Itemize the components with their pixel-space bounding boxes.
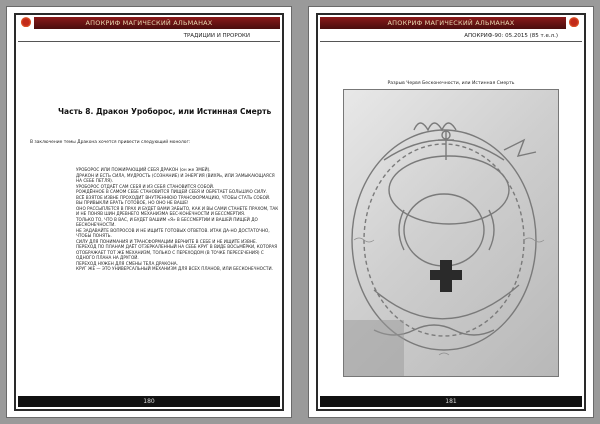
issue-label: АПОКРИФ-90: 05.2015 (85 т.е.л.): [464, 33, 558, 39]
monologue-block: [76, 167, 281, 272]
monologue-line: ПЕРЕХОД ПО ПЛАНАМ ДАЁТ ОТЗЕРКАЛЕННЫЙ НА СЕБЕ КРУГ В ВИДЕ ВОСЬМЁРКИ, КОТОРАЯ ОТОБРАЖАЕТ ТОТ ЖЕ МЕХАНИЗМ, ТОЛЬКО С ПЕРЕХОДОМ (В ТОЧКЕ ПЕРЕСЕЧЕНИЯ) С ОДНОГО ПЛАНА НА ДРУГОЙ.: [76, 244, 278, 260]
page-footer: [18, 396, 280, 407]
right-page-frame: [316, 13, 586, 411]
page-number: 180: [143, 398, 155, 405]
section-label: ТРАДИЦИИ И ПРОРОКИ: [183, 33, 250, 39]
chapter-title: Часть 8. Дракон Уроборос, или Истинная Смерть: [58, 107, 272, 116]
page-number: 181: [445, 398, 457, 405]
monologue-line: ОНО РАССЫПЛЕТСЯ В ПРАХ И БУДЕТ ВАМИ ЗАБЫТО, КАК И ВЫ САМИ СТАНЕТЕ ПРАХОМ, ТАК И НЕ ПОНЯВ ШИН ДРЕВНЕГО МЕХАНИЗМА БЕС-КОНЕЧНОСТИ И БЕССМЕРТИЯ.: [76, 205, 279, 216]
monologue-line: ДРАКОН И ЕСТЬ СИЛА, МУДРОСТЬ (СОЗНАНИЕ) И ЭНЕРГИЯ (ВИХРЬ, ИЛИ ЗАМЫКАЮЩАЯСЯ НА СЕБЕ ПЕТЛЯ).: [76, 172, 275, 183]
monologue-line: ВЫ ПРИВЫКЛИ БРАТЬ ГОТОВОЕ, НО ОНО НЕ ВАШЕ!: [76, 200, 189, 205]
flame-logo-icon: [18, 15, 34, 29]
section-heading: [18, 31, 280, 42]
monologue-line: НЕ ЗАДАВАЙТЕ ВОПРОСОВ И НЕ ИЩИТЕ ГОТОВЫХ ОТВЕТОВ. ИТАК ДА-НО ДОСТАТОЧНО, ЧТОБЫ ПОНЯТЬ.: [76, 227, 270, 238]
monologue-line: СИЛУ ДЛЯ ПОНИМАНИЯ И ТРАНСФОРМАЦИИ ВЕРНИТЕ В СЕБЕ И НЕ ИЩИТЕ ИЗВНЕ.: [76, 238, 257, 244]
monologue-line: ПЕРЕХОД НУЖЕН ДЛЯ СМЕНЫ ТЕЛА ДРАКОНА.: [76, 260, 178, 266]
right-page: [308, 6, 594, 418]
monologue-line: ТОЛЬКО ТО, ЧТО В ВАС, И БУДЕТ ВАШИМ «Я» В БЕССМЕРТИИ И ВАШЕЙ ПИЩЕЙ ДО БЕСКОНЕЧНОСТИ.: [76, 216, 258, 227]
monologue-line: УРОБОРОС ОТДАЁТ САМ СЕБЯ И ИЗ СЕБЯ СТАНОВИТСЯ СОБОЙ.: [76, 183, 215, 189]
left-page: [6, 6, 292, 418]
figure-caption: Разрыв Червя Бесконечности, или Истинная Смерть: [387, 81, 515, 86]
monologue-line: РОЖДЁННОЕ В САМОМ СЕБЕ СТАНОВИТСЯ ПИЩЕЙ СЕБЯ И ОБРЕТАЕТ БОЛЬШУЮ СИЛУ.: [76, 189, 268, 194]
monologue-line: УРОБОРОС ИЛИ ПОЖИРАЮЩИЙ СЕБЯ ДРАКОН (он же ЗМЕЙ).: [76, 167, 211, 172]
issue-heading: [320, 31, 582, 42]
header-bar: АПОКРИФ МАГИЧЕСКИЙ АЛЬМАНАХ: [18, 17, 280, 29]
page-footer: [320, 396, 582, 407]
flame-logo-icon: [566, 15, 582, 29]
header-bar: АПОКРИФ МАГИЧЕСКИЙ АЛЬМАНАХ: [320, 17, 582, 29]
monologue-line: КРУГ ЖЕ — ЭТО УНИВЕРСАЛЬНЫЙ МЕХАНИЗМ ДЛЯ ВСЕХ ПЛАНОВ, ИЛИ БЕСКОНЕЧНОСТИ.: [76, 266, 273, 271]
left-page-frame: [14, 13, 284, 411]
monologue-line: ВСЁ ВЗЯТОЕ ИЗВНЕ ПРОХОДИТ ВНУТРЕННЮЮ ТРАНСФОРМАЦИЮ, ЧТОБЫ СТАТЬ СОБОЙ.: [76, 194, 271, 200]
ouroboros-drawing: [344, 90, 558, 376]
drawing-photo: [343, 89, 559, 377]
intro-text: В заключение темы Дракона хочется привести следующий монолог:: [30, 140, 191, 145]
